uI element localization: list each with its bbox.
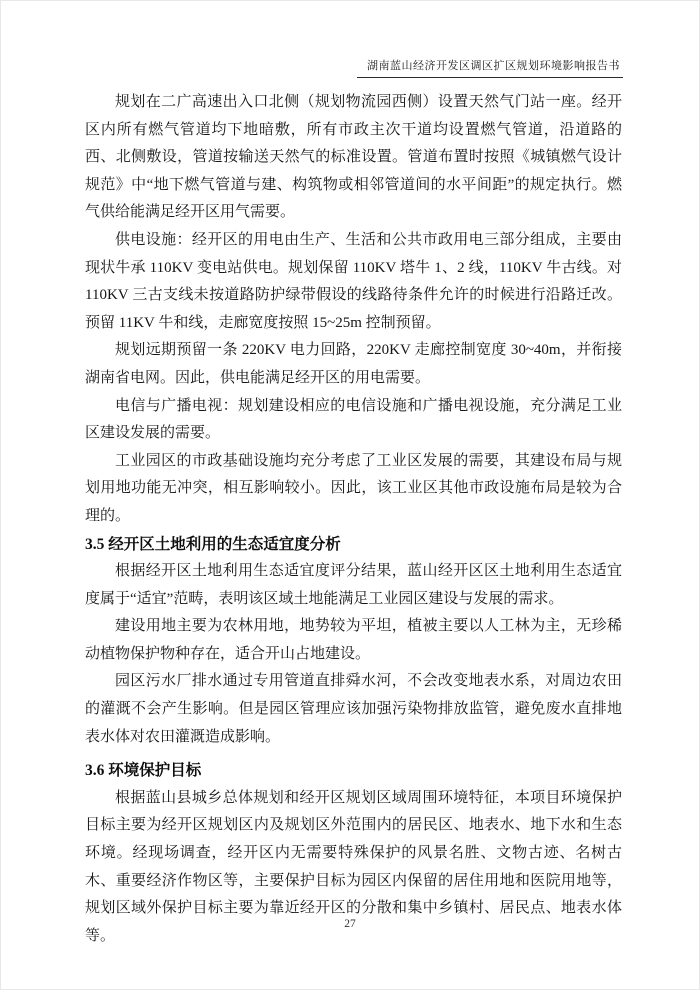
paragraph-suitability-result: 根据经开区土地利用生态适宜度评分结果，蓝山经开区区土地利用生态适宜度属于“适宜”范畴，表明该区域土地能满足工业园区建设与发展的需求。 <box>85 563 622 607</box>
paragraph-telecom-broadcast: 电信与广播电视：规划建设相应的电信设施和广播电视设施，充分满足工业区建设发展的需要。 <box>85 397 622 442</box>
section-heading-3-5: 3.5 经开区土地利用的生态适宜度分析 <box>85 535 341 553</box>
paragraph-power-supply: 供电设施：经开区的用电由生产、生活和公共市政用电三部分组成，主要由现状牛承 110KV 变电站供电。规划保留 110KV 塔牛 1、2 线，110KV 牛古线。对 110KV 三古支线未按道路防护绿带假设的线路待条件允许的时候进行沿路迁改。预留 11KV 牛和线，走廊宽度按照 15~25m 控制预留。 <box>85 231 622 331</box>
paragraph-220kv-reserve: 规划远期预留一条 220KV 电力回路，220KV 走廊控制宽度 30~40m，并衔接湖南省电网。因此，供电能满足经开区的用电需要。 <box>85 342 622 386</box>
running-header: 湖南蓝山经济开发区调区扩区规划环境影响报告书 <box>357 57 623 78</box>
paragraph-construction-land: 建设用地主要为农林用地，地势较为平坦，植被主要以人工林为主，无珍稀动植物保护物种存在，适合开山占地建设。 <box>85 618 622 662</box>
paragraph-protection-targets: 根据蓝山县城乡总体规划和经开区规划区域周围环境特征，本项目环境保护目标主要为经开区规划区内及规划区外范围内的居民区、地表水、地下水和生态环境。经现场调查，经开区内无需要特殊保护的风景名胜、文物古迹、名树古木、重要经济作物区等，主要保护目标为园区内保留的居住用地和医院用地等，规划区域外保护目标主要为靠近经开区的分散和集中乡镇村、居民点、地表水体等。 <box>85 789 622 944</box>
page-number: 27 <box>344 918 356 930</box>
document-body <box>85 89 622 950</box>
paragraph-wastewater-discharge: 园区污水厂排水通过专用管道直排舜水河，不会改变地表水系，对周边农田的灌溉不会产生影响。但是园区管理应该加强污染物排放监管，避免废水直排地表水体对农田灌溉造成影响。 <box>85 673 622 745</box>
paragraph-gas-pipeline: 规划在二广高速出入口北侧（规划物流园西侧）设置天然气门站一座。经开区内所有燃气管道均下地暗敷，所有市政主次干道均设置燃气管道，沿道路的西、北侧敷设，管道按输送天然气的标准设置。管道布置时按照《城镇燃气设计规范》中“地下燃气管道与建、构筑物或相邻管道间的水平间距”的规定执行。燃气供给能满足经开区用气需要。 <box>85 94 622 221</box>
paragraph-municipal-layout: 工业园区的市政基础设施均充分考虑了工业区发展的需要，其建设布局与规划用地功能无冲突，相互影响较小。因此，该工业区其他市政设施布局是较为合理的。 <box>85 452 622 524</box>
section-heading-3-6: 3.6 环境保护目标 <box>85 762 202 780</box>
